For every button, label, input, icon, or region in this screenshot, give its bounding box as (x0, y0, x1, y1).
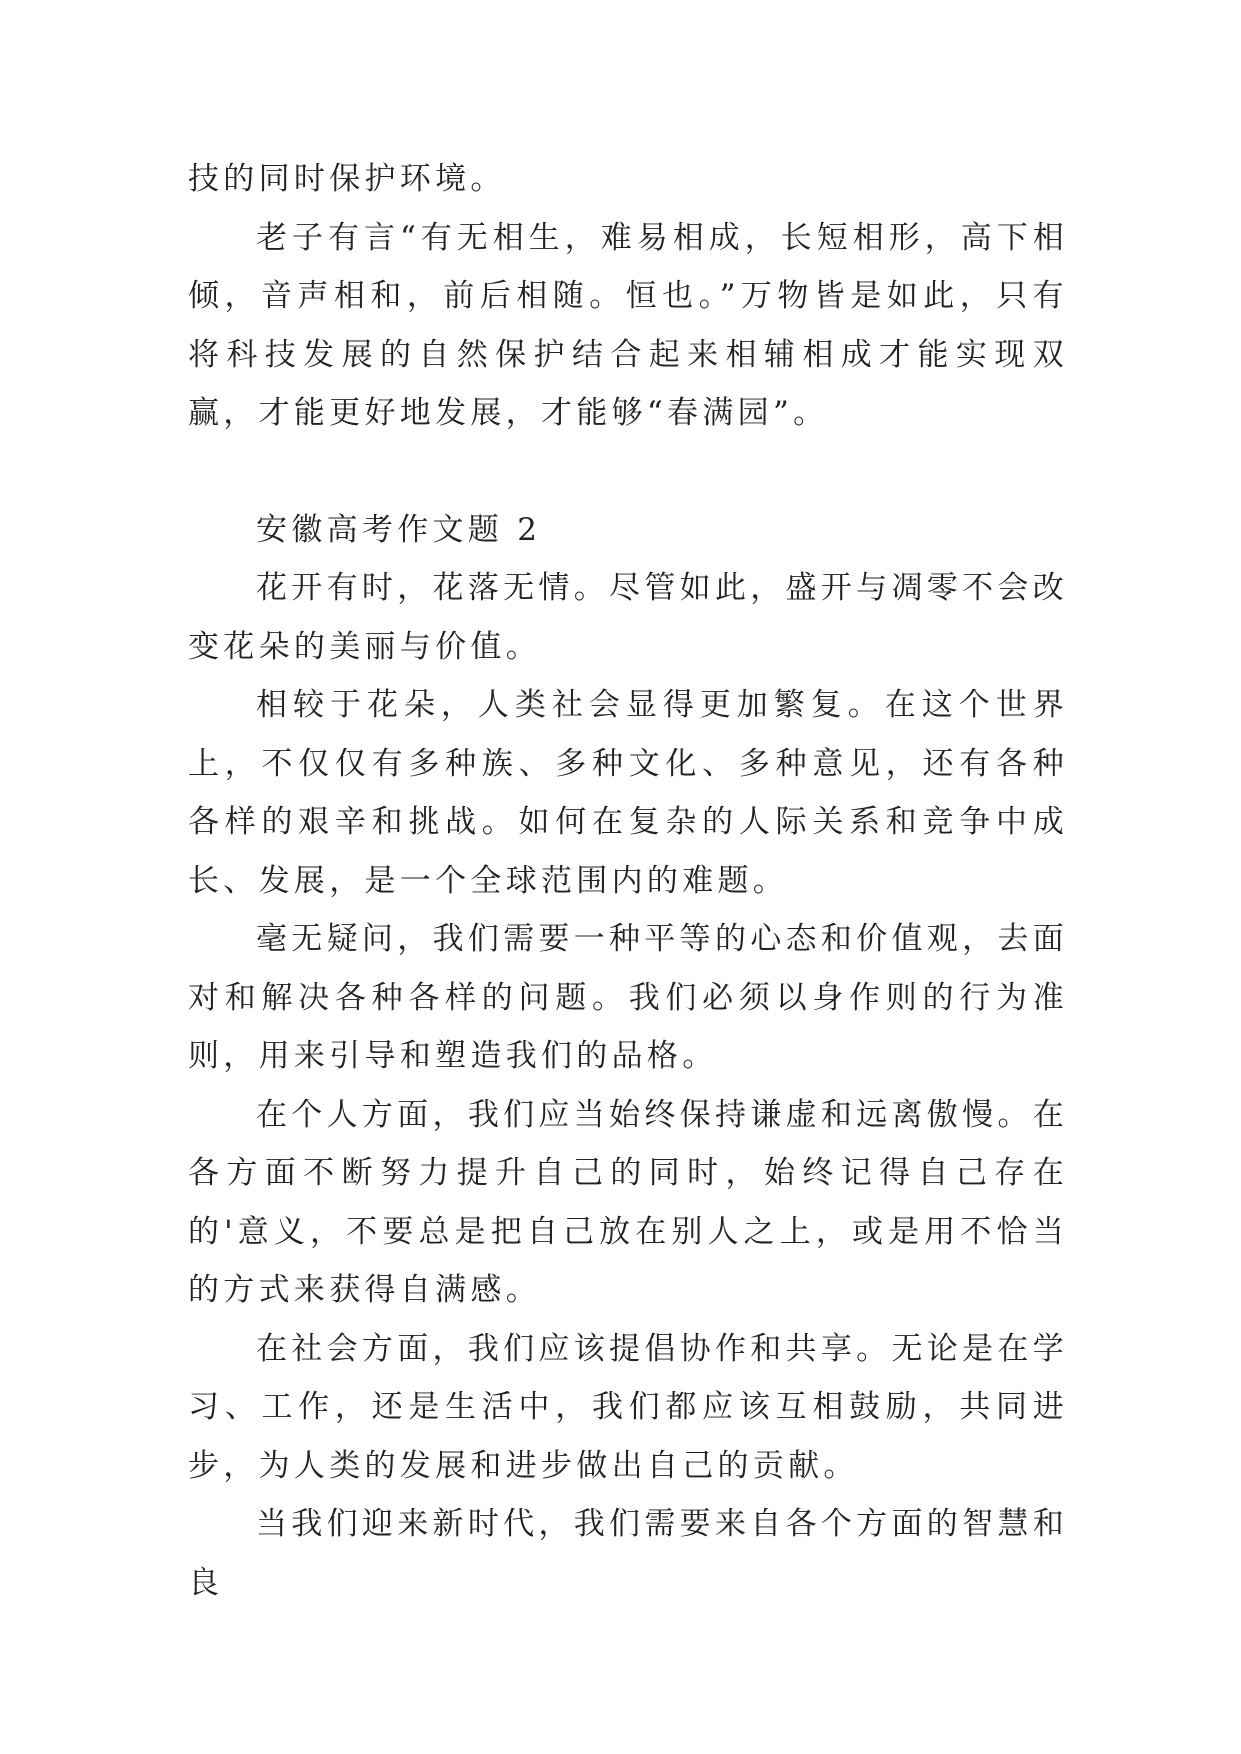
paragraph-continuation: 技的同时保护环境。 (188, 161, 506, 197)
paragraph-flowers: 花开有时，花落无情。尽管如此，盛开与凋零不会改变花朵的美丽与价值。 (188, 570, 1068, 665)
paragraph-social: 在社会方面，我们应该提倡协作和共享。无论是在学习、工作，还是生活中，我们都应该互相鼓励，共同进步，为人类的发展和进步做出自己的贡献。 (188, 1330, 1068, 1484)
paragraph-society: 相较于花朵，人类社会显得更加繁复。在这个世界上，不仅仅有多种族、多种文化、多种意见，还有各种各样的艰辛和挑战。如何在复杂的人际关系和竞争中成长、发展，是一个全球范围内的难题。 (188, 687, 1068, 899)
paragraph-new-era: 当我们迎来新时代，我们需要来自各个方面的智慧和良 (188, 1506, 1068, 1601)
document-page (188, 150, 1068, 1612)
paragraph-personal: 在个人方面，我们应当始终保持谦虚和远离傲慢。在各方面不断努力提升自己的同时，始终记得自己存在的'意义，不要总是把自己放在别人之上，或是用不恰当的方式来获得自满感。 (188, 1096, 1068, 1308)
paragraph-laozi-quote: 老子有言“有无相生，难易相成，长短相形，高下相倾，音声相和，前后相随。恒也。”万物皆是如此，只有将科技发展的自然保护结合起来相辅相成才能实现双赢，才能更好地发展，才能够“春满园”。 (188, 219, 1068, 431)
section-gap (188, 443, 1068, 501)
section-heading: 安徽高考作文题 2 (256, 511, 542, 548)
paragraph-equality: 毫无疑问，我们需要一种平等的心态和价值观，去面对和解决各种各样的问题。我们必须以身作则的行为准则，用来引导和塑造我们的品格。 (188, 921, 1068, 1074)
